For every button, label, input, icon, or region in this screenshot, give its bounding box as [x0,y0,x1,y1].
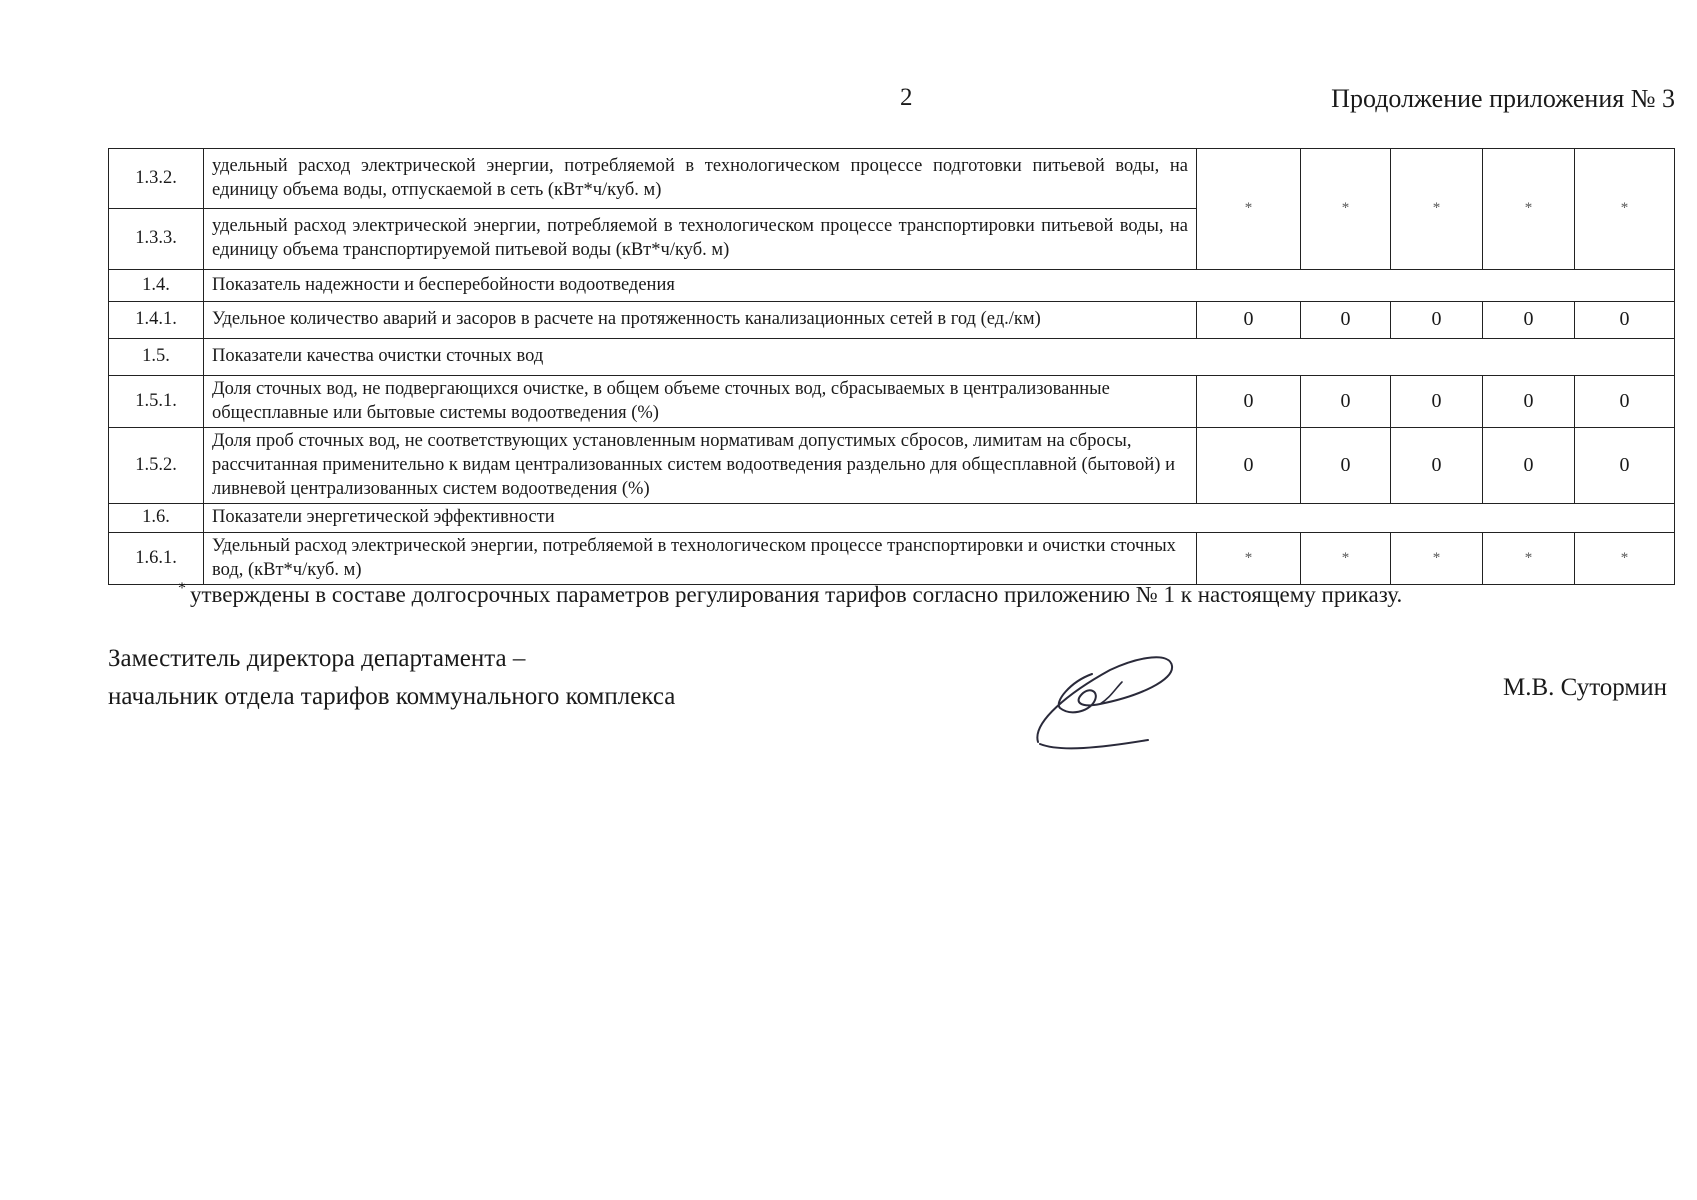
section-heading: Показатели качества очистки сточных вод [204,339,1675,376]
value-cell: 0 [1575,428,1675,504]
row-description: удельный расход электрической энергии, потребляемой в технологическом процессе подготовки питьевой воды, на единицу объема воды, отпускаемой в сеть (кВт*ч/куб. м) [204,149,1197,209]
value-cell: 0 [1301,376,1391,428]
row-number: 1.4.1. [109,302,204,339]
signer-title-line: начальник отдела тарифов коммунального комплекса [108,682,676,710]
row-description: Доля сточных вод, не подвергающихся очистке, в общем объеме сточных вод, сбрасываемых в централизованные общесплавные или бытовые системы водоотведения (%) [204,376,1197,428]
table-row [109,428,1675,504]
signer-title-line: Заместитель директора департамента – [108,645,526,672]
footnote [178,582,1402,608]
row-description: удельный расход электрической энергии, потребляемой в технологическом процессе транспортировки питьевой воды, на единицу объема транспортируемой питьевой воды (кВт*ч/куб. м) [204,209,1197,270]
table-row [109,302,1675,339]
table-row [109,376,1675,428]
row-number: 1.3.3. [109,209,204,270]
value-cell: * [1391,533,1483,585]
row-number: 1.6.1. [109,533,204,585]
value-cell: 0 [1197,302,1301,339]
table-row [109,270,1675,302]
value-cell: 0 [1391,302,1483,339]
value-cell: 0 [1575,376,1675,428]
footnote-text: утверждены в составе долгосрочных параметров регулирования тарифов согласно приложению № 1 к настоящему приказу. [190,582,1403,607]
value-cell: * [1197,149,1301,270]
row-number: 1.4. [109,270,204,302]
row-number: 1.5.2. [109,428,204,504]
row-description: Удельное количество аварий и засоров в расчете на протяженность канализационных сетей в год (ед./км) [204,302,1197,339]
value-cell: 0 [1483,376,1575,428]
row-description: Удельный расход электрической энергии, потребляемой в технологическом процессе транспортировки и очистки сточных вод, (кВт*ч/куб. м) [204,533,1197,585]
value-cell: * [1391,149,1483,270]
value-cell: * [1483,533,1575,585]
page-number: 2 [900,84,913,111]
value-cell: * [1575,533,1675,585]
section-heading: Показатель надежности и бесперебойности водоотведения [204,270,1675,302]
value-cell: * [1483,149,1575,270]
row-number: 1.6. [109,504,204,533]
footnote-mark: * [178,580,186,597]
signer-name: М.В. Сутормин [1502,674,1667,701]
section-heading: Показатели энергетической эффективности [204,504,1675,533]
row-number: 1.3.2. [109,149,204,209]
row-number: 1.5.1. [109,376,204,428]
value-cell: * [1197,533,1301,585]
table-row [109,533,1675,585]
handwritten-signature [1030,652,1190,756]
signer-title [108,640,675,715]
value-cell: 0 [1301,428,1391,504]
value-cell: 0 [1483,302,1575,339]
value-cell: 0 [1575,302,1675,339]
value-cell: 0 [1197,376,1301,428]
table-row [109,339,1675,376]
value-cell: 0 [1391,376,1483,428]
value-cell: * [1575,149,1675,270]
value-cell: * [1301,533,1391,585]
value-cell: * [1301,149,1391,270]
row-number: 1.5. [109,339,204,376]
value-cell: 0 [1391,428,1483,504]
table-row [109,149,1675,209]
indicators-table [108,148,1675,585]
value-cell: 0 [1301,302,1391,339]
table-row [109,504,1675,533]
value-cell: 0 [1483,428,1575,504]
row-description: Доля проб сточных вод, не соответствующих установленным нормативам допустимых сбросов, лимитам на сбросы, рассчитанная применительно к видам централизованных систем водоотведения раздельно для общесплавной (бытовой) и ливневой централизованных систем водоотведения (%) [204,428,1197,504]
value-cell: 0 [1197,428,1301,504]
continuation-label: Продолжение приложения № 3 [1331,84,1675,113]
